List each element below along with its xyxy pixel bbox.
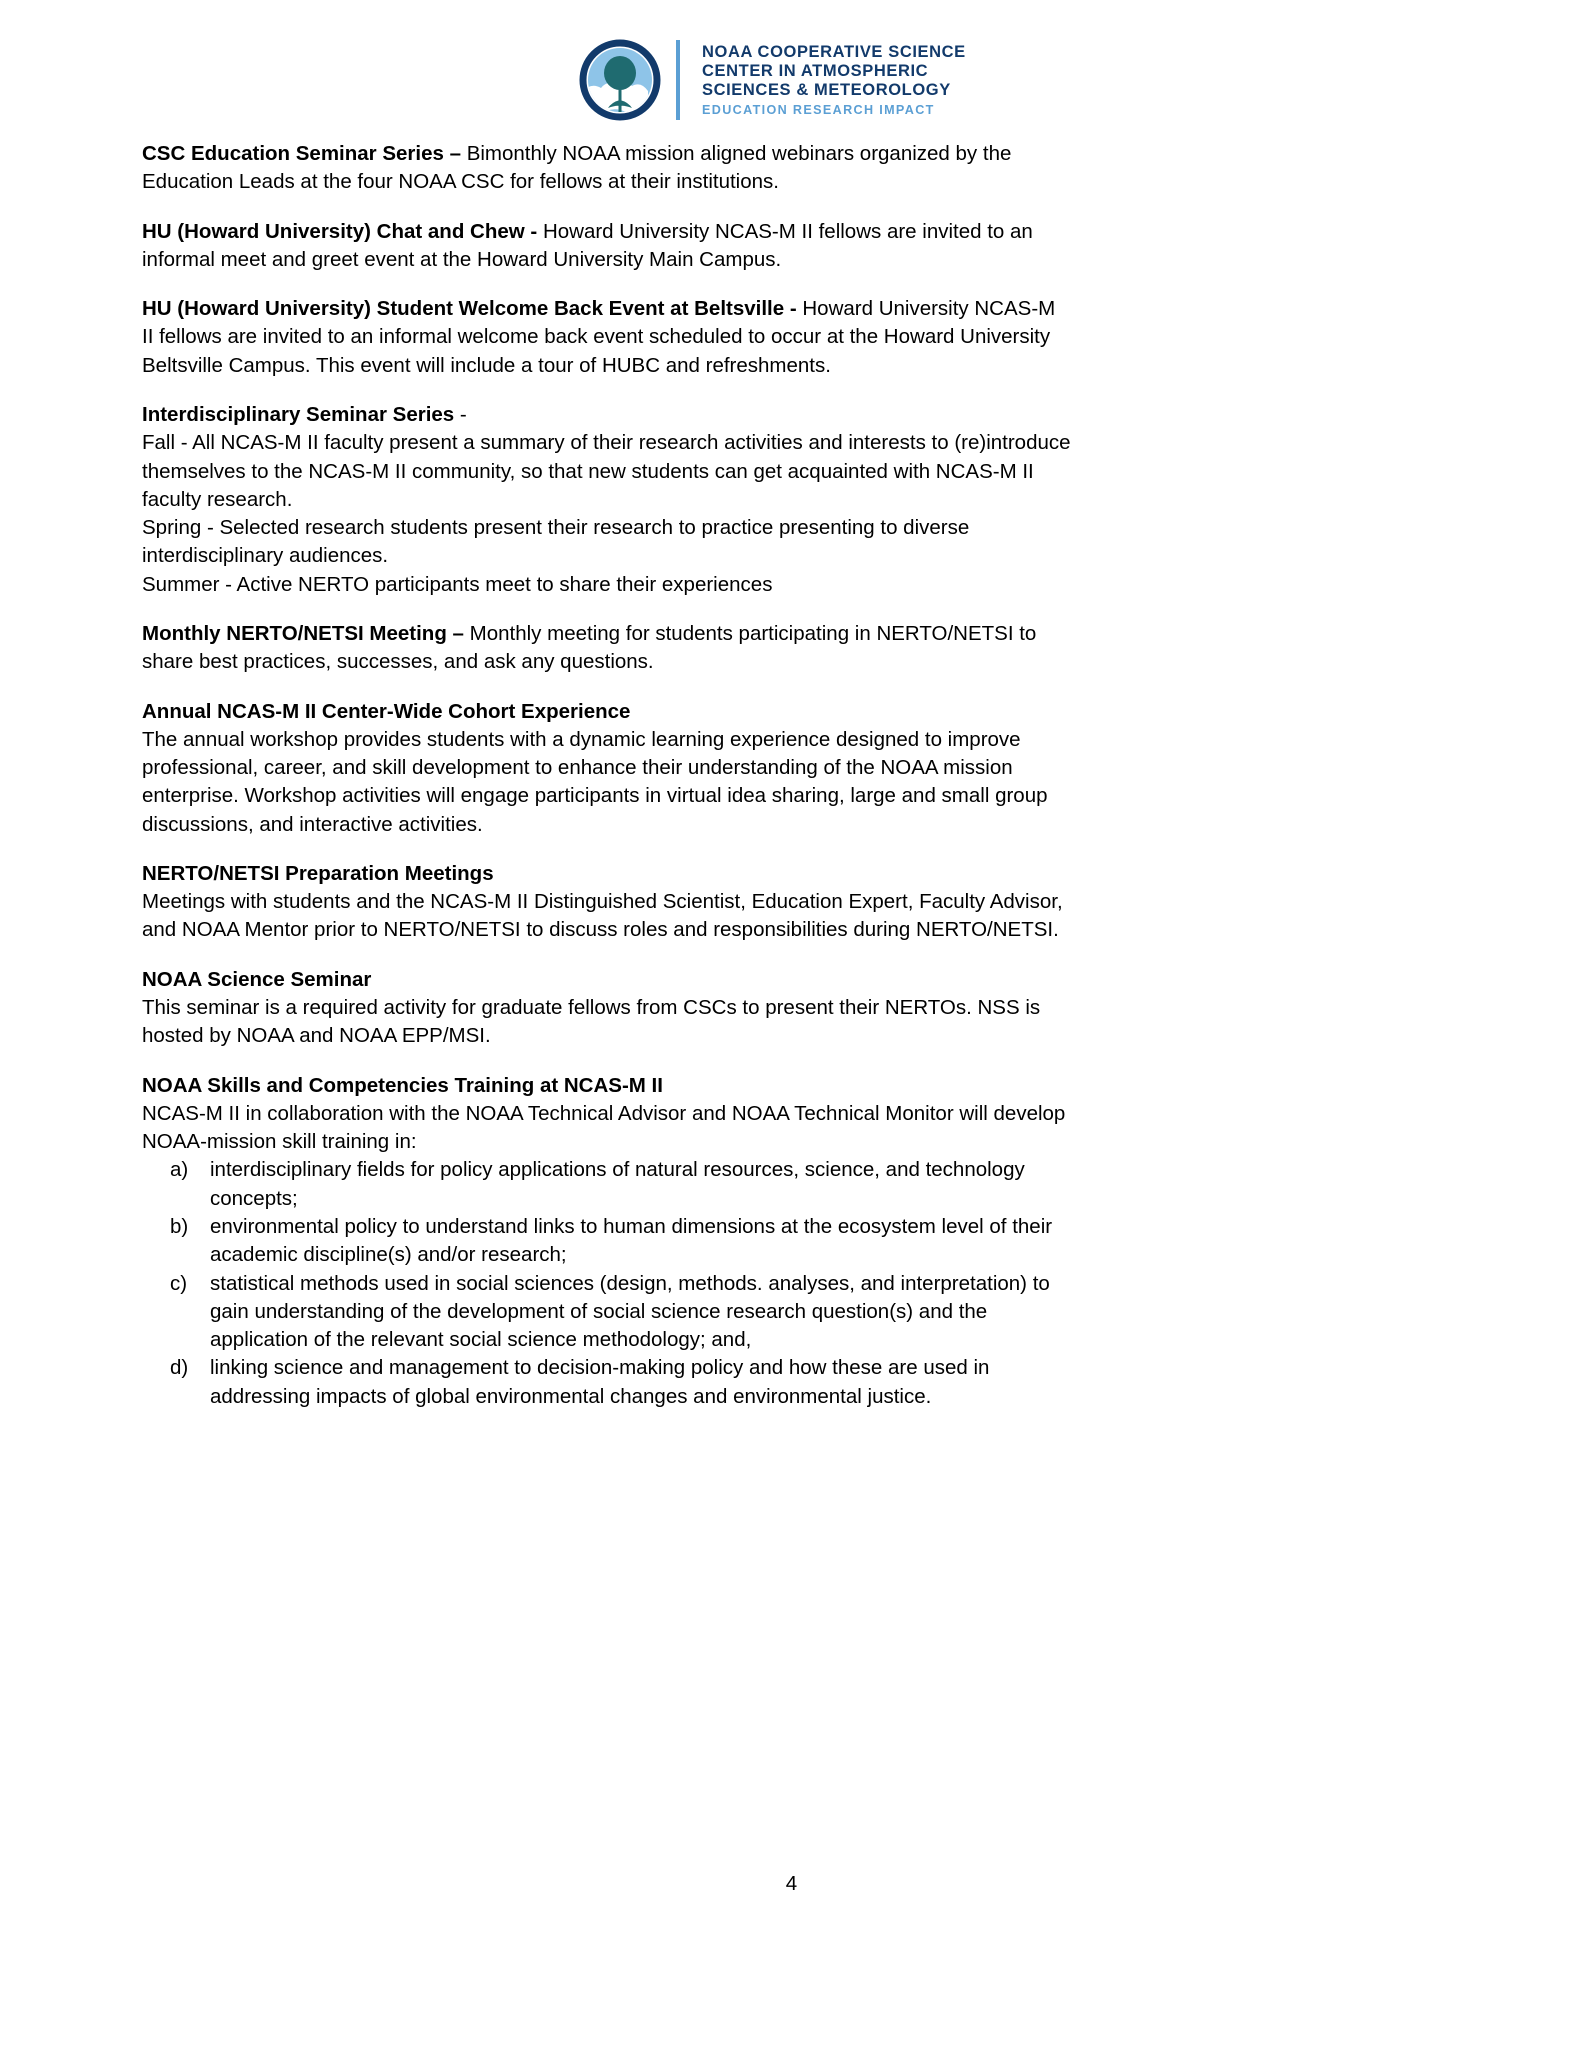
- list-item-text: statistical methods used in social sciences (design, methods. analyses, and interpretation) to gain understanding of the development of social science research question(s) and the application of the relevant social science methodology; and,: [210, 1271, 1050, 1352]
- noaa-csc-globe-tree-icon: [578, 38, 662, 122]
- skills-training-intro: NCAS-M II in collaboration with the NOAA Technical Advisor and NOAA Technical Monitor will develop NOAA-mission skill training in:: [142, 1101, 1066, 1154]
- cohort-experience-body: The annual workshop provides students with a dynamic learning experience designed to improve professional, career, and skill development to enhance their understanding of the NOAA mission enterprise. Workshop activities will engage participants in virtual idea sharing, large and small group discussions, and interactive activities.: [142, 727, 1048, 836]
- section-body-text: Bimonthly NOAA mission aligned webinars organized by the Education Leads at the four NOAA CSC for fellows at their institutions.: [142, 142, 1012, 194]
- section-body-text: Howard University NCAS-M II fellows are invited to an informal welcome back event scheduled to occur at the Howard University Beltsville Campus. This event will include a tour of HUBC and refreshments.: [142, 297, 1056, 377]
- list-item-text: environmental policy to understand links to human dimensions at the ecosystem level of their academic discipline(s) and/or research;: [210, 1215, 1053, 1267]
- logo-wordmark: [702, 43, 966, 118]
- logo-line-1: NOAA COOPERATIVE SCIENCE: [702, 42, 966, 61]
- interdisciplinary-heading-label: Interdisciplinary Seminar Series: [142, 402, 455, 426]
- list-item: [142, 1156, 1072, 1213]
- cohort-experience-heading: Annual NCAS-M II Center-Wide Cohort Experience: [142, 699, 631, 723]
- interdisciplinary-spring: Spring - Selected research students present their research to practice presenting to diverse interdisciplinary audiences.: [142, 516, 970, 568]
- interdisciplinary-fall: Fall - All NCAS-M II faculty present a summary of their research activities and interests to (re)introduce themselves to the NCAS-M II community, so that new students can get acquainted with NCAS-M II faculty research.: [142, 431, 1071, 511]
- logo-divider: [676, 40, 680, 120]
- skills-training-heading: NOAA Skills and Competencies Training at NCAS-M II: [142, 1073, 663, 1097]
- science-seminar-heading: NOAA Science Seminar: [142, 967, 372, 991]
- noaa-csc-logo: [578, 38, 966, 122]
- list-item-marker: c): [170, 1271, 188, 1295]
- list-item-marker: b): [170, 1215, 189, 1238]
- section-lead-label: Monthly NERTO/NETSI Meeting –: [142, 621, 470, 645]
- logo-line-3: SCIENCES & METEOROLOGY: [702, 80, 951, 99]
- list-item-text: linking science and management to decision-making policy and how these are used in addressing impacts of global environmental changes and environmental justice.: [210, 1356, 990, 1408]
- interdisciplinary-summer: Summer - Active NERTO participants meet to share their experiences: [142, 572, 773, 596]
- list-item: [142, 1270, 1072, 1355]
- page-number: 4: [785, 1872, 798, 1895]
- document-body: [142, 140, 1072, 1411]
- section-csc-education-seminar-series: [142, 140, 1072, 197]
- list-item: [142, 1354, 1072, 1411]
- section-hu-chat-and-chew: [142, 218, 1072, 275]
- prep-meetings-body: Meetings with students and the NCAS-M II Distinguished Scientist, Education Expert, Faculty Advisor, and NOAA Mentor prior to NERTO/NETSI to discuss roles and responsibilities during NERTO/NETSI.: [142, 890, 1063, 942]
- section-body-text: Howard University NCAS-M II fellows are invited to an informal meet and greet event at the Howard University Main Campus.: [142, 219, 1033, 271]
- interdisciplinary-heading: [142, 401, 1072, 429]
- list-item-text: interdisciplinary fields for policy applications of natural resources, science, and technology concepts;: [210, 1158, 1025, 1210]
- section-lead-label: HU (Howard University) Chat and Chew -: [142, 219, 543, 243]
- list-item: [142, 1213, 1072, 1270]
- interdisciplinary-heading-suffix: -: [454, 402, 467, 426]
- section-lead-label: CSC Education Seminar Series –: [142, 142, 467, 165]
- science-seminar-body: This seminar is a required activity for graduate fellows from CSCs to present their NERTOs. NSS is hosted by NOAA and NOAA EPP/MSI.: [142, 996, 1041, 1048]
- list-item-marker: a): [170, 1158, 189, 1182]
- section-lead-label: HU (Howard University) Student Welcome Back Event at Beltsville -: [142, 297, 803, 321]
- section-monthly-nerto-netsi-meeting: [142, 620, 1072, 677]
- prep-meetings-heading: NERTO/NETSI Preparation Meetings: [142, 861, 494, 885]
- logo-line-2: CENTER IN ATMOSPHERIC: [702, 61, 929, 80]
- logo-tagline: EDUCATION RESEARCH IMPACT: [702, 102, 935, 117]
- section-hu-student-welcome-back-event: [142, 295, 1072, 380]
- list-item-marker: d): [170, 1356, 189, 1380]
- skills-training-list: [142, 1156, 1072, 1411]
- section-body-text: Monthly meeting for students participating in NERTO/NETSI to share best practices, successes, and ask any questions.: [142, 621, 1037, 674]
